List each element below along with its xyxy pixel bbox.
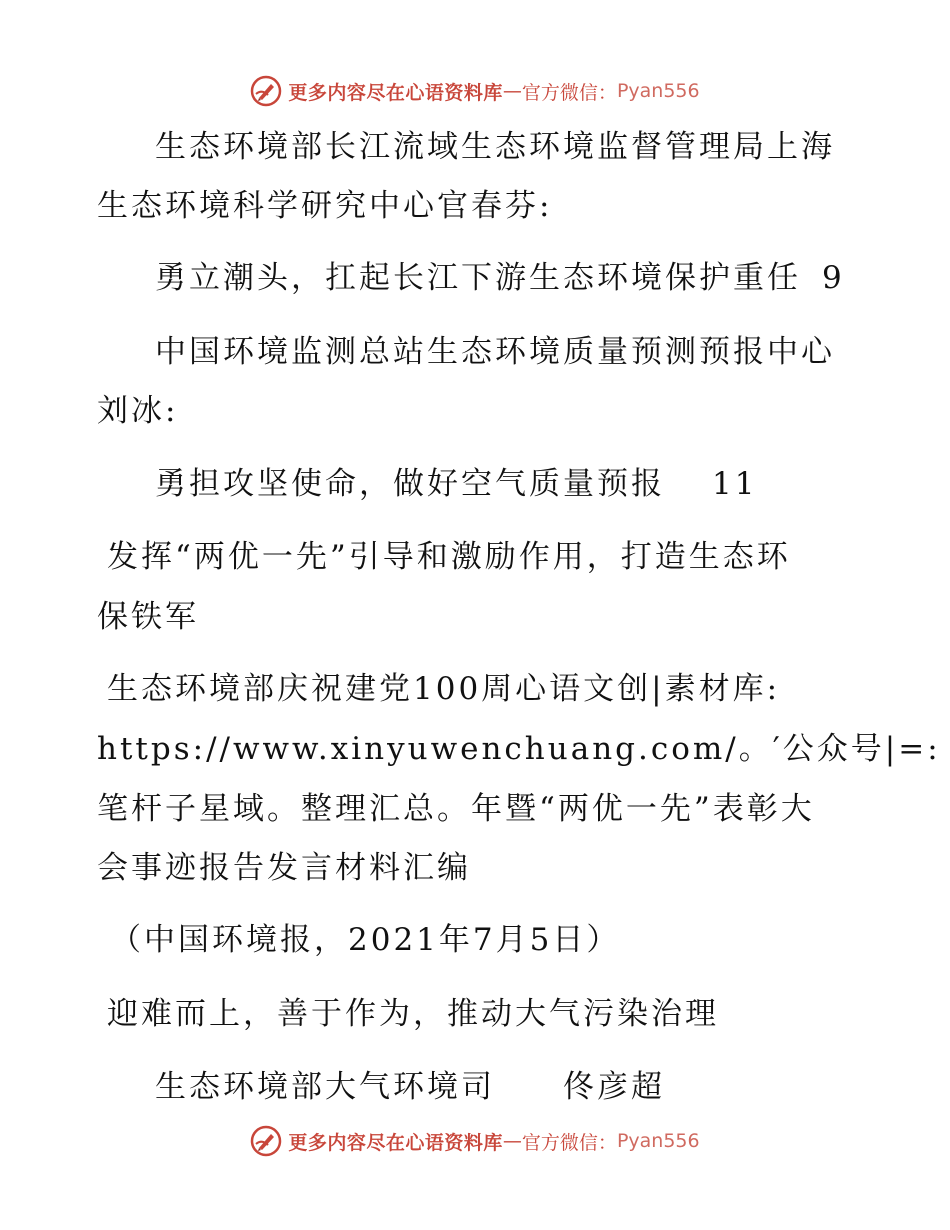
toc-entry-1-title-text: 勇立潮头，扛起长江下游生态环境保护重任 xyxy=(155,260,801,296)
section-heading-line1: 发挥“两优一先”引导和激励作用，打造生态环 xyxy=(107,539,791,575)
banner-main-text: 更多内容尽在心语资料库 xyxy=(288,81,503,104)
toc-entry-1-affiliation-line1: 生态环境部长江流域生态环境监督管理局上海 xyxy=(155,129,835,165)
article-title: 迎难而上，善于作为，推动大气污染治理 xyxy=(107,996,719,1032)
toc-entry-2-title: 勇担攻坚使命，做好空气质量预报 xyxy=(155,466,665,502)
author-line: 生态环境部大气环境司 佟彦超 xyxy=(155,1069,665,1105)
collection-line2: https://www.xinyuwenchuang.com/。′公众号|=: xyxy=(97,731,941,767)
banner-main-text: 更多内容尽在心语资料库 xyxy=(288,1131,503,1154)
toc-entry-1-page: 9 xyxy=(822,260,845,296)
header-banner xyxy=(0,71,950,111)
banner-separator: — xyxy=(502,80,522,102)
toc-entry-2-affiliation-line2: 刘冰: xyxy=(97,393,179,429)
collection-line1: 生态环境部庆祝建党100周心语文创|素材库: xyxy=(107,671,781,707)
section-heading-line2: 保铁军 xyxy=(97,599,199,635)
banner-wechat-label: 官方微信： xyxy=(521,1131,617,1154)
banner-separator: — xyxy=(502,1130,522,1152)
source-line: （中国环境报，2021年7月5日） xyxy=(110,922,621,958)
banner-wechat-id: Pyan556 xyxy=(616,80,700,102)
pen-logo-icon xyxy=(250,75,282,107)
collection-line3: 笔杆子星域。整理汇总。年暨“两优一先”表彰大 xyxy=(97,791,815,827)
footer-banner xyxy=(0,1121,950,1161)
toc-entry-2-page: 11 xyxy=(712,466,758,502)
banner-wechat-id: Pyan556 xyxy=(616,1130,700,1152)
collection-line4: 会事迹报告发言材料汇编 xyxy=(97,850,471,886)
toc-entry-1-affiliation-line2: 生态环境科学研究中心官春芬: xyxy=(97,188,553,224)
toc-entry-1-title xyxy=(155,258,801,298)
banner-wechat-label: 官方微信： xyxy=(521,81,617,104)
toc-entry-2-affiliation-line1: 中国环境监测总站生态环境质量预测预报中心 xyxy=(155,334,835,370)
pen-logo-icon xyxy=(250,1125,282,1157)
